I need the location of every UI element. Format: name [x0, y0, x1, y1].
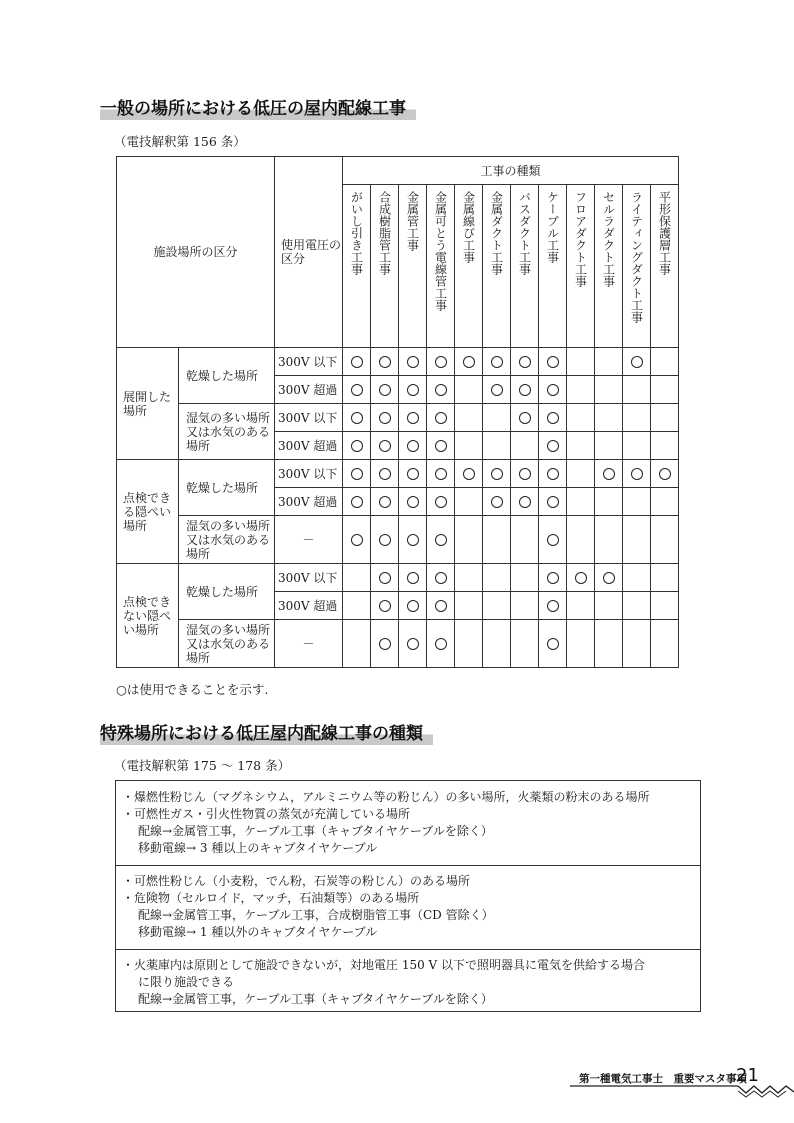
mark-cell: [539, 460, 567, 488]
mark-cell: [595, 432, 623, 460]
column-header: [623, 185, 651, 348]
allowed-mark: [407, 600, 419, 612]
page-number: 21: [736, 1065, 759, 1086]
mark-cell: [343, 348, 371, 376]
mark-cell: [595, 376, 623, 404]
block2-line1: ・可燃性粉じん（小麦粉，でん粉，石炭等の粉じん）のある場所: [122, 874, 471, 888]
allowed-mark: [547, 468, 559, 480]
location-group: 点検できない隠ぺい場所: [117, 564, 179, 668]
voltage-cell: －: [275, 620, 343, 668]
mark-cell: [483, 564, 511, 592]
mark-cell: [455, 404, 483, 432]
mark-cell: [371, 488, 399, 516]
allowed-mark: [491, 496, 503, 508]
column-header: [427, 185, 455, 348]
works-header: 工事の種類: [343, 157, 679, 185]
mark-cell: [371, 592, 399, 620]
column-header-label: バスダクト工事: [517, 191, 532, 275]
allowed-mark: [435, 356, 447, 368]
allowed-mark: [519, 384, 531, 396]
mark-cell: [455, 516, 483, 564]
mark-cell: [483, 516, 511, 564]
column-header: [511, 185, 539, 348]
allowed-mark: [435, 572, 447, 584]
mark-cell: [427, 592, 455, 620]
mark-cell: [623, 348, 651, 376]
allowed-mark: [379, 496, 391, 508]
column-header: [455, 185, 483, 348]
mark-cell: [511, 376, 539, 404]
mark-cell: [567, 488, 595, 516]
allowed-mark: [435, 440, 447, 452]
special-block-2: [116, 873, 700, 941]
mark-cell: [399, 592, 427, 620]
allowed-mark: [379, 440, 391, 452]
mark-cell: [455, 460, 483, 488]
allowed-mark: [519, 468, 531, 480]
mark-cell: [623, 516, 651, 564]
mark-cell: [371, 348, 399, 376]
block-divider: [116, 949, 700, 950]
mark-cell: [371, 620, 399, 668]
section2-title: 特殊場所における低圧屋内配線工事の種類: [100, 723, 433, 745]
mark-cell: [595, 404, 623, 432]
special-block-3: [116, 957, 700, 1008]
allowed-mark: [379, 600, 391, 612]
mark-cell: [623, 432, 651, 460]
allowed-mark: [547, 412, 559, 424]
mark-cell: [399, 516, 427, 564]
allowed-mark: [491, 468, 503, 480]
mark-cell: [511, 592, 539, 620]
mark-cell: [595, 516, 623, 564]
mark-cell: [455, 348, 483, 376]
column-header-label: ライティングダクト工事: [629, 191, 644, 323]
column-header-label: 平形保護層工事: [657, 191, 672, 275]
footer-zigzag-decoration: [570, 1082, 794, 1098]
mark-cell: [483, 620, 511, 668]
mark-cell: [567, 432, 595, 460]
mark-cell: [539, 516, 567, 564]
mark-cell: [651, 432, 679, 460]
mark-cell: [539, 488, 567, 516]
voltage-cell: 300V 以下: [275, 348, 343, 376]
mark-cell: [539, 348, 567, 376]
mark-cell: [343, 620, 371, 668]
mark-cell: [511, 516, 539, 564]
block1-line2: ・可燃性ガス・引火性物質の蒸気が充満している場所: [122, 807, 411, 821]
mark-cell: [651, 592, 679, 620]
mark-cell: [343, 432, 371, 460]
mark-cell: [483, 376, 511, 404]
location-group: 展開した場所: [117, 348, 179, 460]
mark-cell: [511, 488, 539, 516]
mark-cell: [651, 404, 679, 432]
mark-cell: [595, 348, 623, 376]
voltage-cell: 300V 超過: [275, 488, 343, 516]
allowed-mark: [519, 356, 531, 368]
mark-cell: [399, 432, 427, 460]
allowed-mark: [379, 534, 391, 546]
block2-line2: ・危険物（セルロイド，マッチ，石油類等）のある場所: [122, 891, 420, 905]
allowed-mark: [351, 468, 363, 480]
mark-cell: [427, 432, 455, 460]
allowed-mark: [435, 638, 447, 650]
mark-cell: [427, 564, 455, 592]
voltage-cell: 300V 以下: [275, 404, 343, 432]
special-block-1: [116, 789, 700, 857]
mark-cell: [595, 592, 623, 620]
mark-cell: [567, 376, 595, 404]
column-header-label: フロアダクト工事: [573, 191, 588, 287]
mark-cell: [623, 376, 651, 404]
allowed-mark: [407, 572, 419, 584]
mark-cell: [539, 564, 567, 592]
block-divider: [116, 865, 700, 866]
mark-cell: [539, 376, 567, 404]
allowed-mark: [575, 572, 587, 584]
allowed-mark: [435, 468, 447, 480]
column-header: [539, 185, 567, 348]
mark-cell: [623, 460, 651, 488]
mark-cell: [651, 516, 679, 564]
column-header: [399, 185, 427, 348]
section1-caption: （電技解釈第 156 条）: [114, 134, 246, 149]
column-header-label: 金属線ぴ工事: [461, 191, 476, 263]
mark-cell: [427, 620, 455, 668]
mark-cell: [399, 488, 427, 516]
table-note: ○は使用できることを示す.: [116, 682, 269, 697]
allowed-mark: [407, 440, 419, 452]
allowed-mark: [519, 496, 531, 508]
mark-cell: [511, 432, 539, 460]
allowed-mark: [547, 496, 559, 508]
mark-cell: [455, 592, 483, 620]
mark-cell: [595, 564, 623, 592]
allowed-mark: [435, 534, 447, 546]
block1-line1: ・爆燃性粉じん（マグネシウム，アルミニウム等の粉じん）の多い場所，火薬類の粉末のある場所: [122, 790, 650, 804]
allowed-mark: [603, 572, 615, 584]
mark-cell: [427, 516, 455, 564]
column-header: [371, 185, 399, 348]
mark-cell: [427, 460, 455, 488]
allowed-mark: [407, 384, 419, 396]
column-header-label: 金属可とう電線管工事: [433, 191, 448, 311]
mark-cell: [483, 488, 511, 516]
mark-cell: [343, 592, 371, 620]
allowed-mark: [519, 412, 531, 424]
block3-wiring: 配線→金属管工事，ケーブル工事（キャブタイヤケーブルを除く）: [138, 992, 493, 1006]
mark-cell: [567, 460, 595, 488]
table-row: [117, 404, 679, 432]
allowed-mark: [491, 356, 503, 368]
allowed-mark: [547, 534, 559, 546]
mark-cell: [455, 488, 483, 516]
mark-cell: [343, 564, 371, 592]
column-header-label: セルラダクト工事: [601, 191, 616, 287]
allowed-mark: [351, 412, 363, 424]
allowed-mark: [547, 356, 559, 368]
block2-wiring: 配線→金属管工事，ケーブル工事，合成樹脂管工事（CD 管除く）: [138, 908, 494, 922]
allowed-mark: [351, 534, 363, 546]
mark-cell: [371, 564, 399, 592]
allowed-mark: [463, 356, 475, 368]
allowed-mark: [547, 600, 559, 612]
allowed-mark: [659, 468, 671, 480]
mark-cell: [651, 488, 679, 516]
mark-cell: [483, 460, 511, 488]
mark-cell: [651, 376, 679, 404]
mark-cell: [399, 620, 427, 668]
mark-cell: [651, 460, 679, 488]
column-header: [595, 185, 623, 348]
mark-cell: [371, 376, 399, 404]
mark-cell: [455, 620, 483, 668]
works-table: [116, 156, 679, 668]
mark-cell: [623, 592, 651, 620]
condition-cell: 乾燥した場所: [179, 348, 275, 404]
column-header-label: 合成樹脂管工事: [377, 191, 392, 275]
block1-wiring: 配線→金属管工事，ケーブル工事（キャブタイヤケーブルを除く）: [138, 824, 493, 838]
mark-cell: [511, 564, 539, 592]
mark-cell: [455, 432, 483, 460]
mark-cell: [567, 404, 595, 432]
mark-cell: [511, 348, 539, 376]
mark-cell: [567, 620, 595, 668]
voltage-cell: －: [275, 516, 343, 564]
mark-cell: [455, 564, 483, 592]
block1-mobile-cable: 移動電線→ 3 種以上のキャブタイヤケーブル: [138, 841, 378, 855]
mark-cell: [427, 376, 455, 404]
table-row: [117, 564, 679, 592]
allowed-mark: [351, 496, 363, 508]
allowed-mark: [379, 638, 391, 650]
mark-cell: [567, 516, 595, 564]
table-row: [117, 516, 679, 564]
allowed-mark: [351, 440, 363, 452]
allowed-mark: [379, 412, 391, 424]
allowed-mark: [547, 384, 559, 396]
allowed-mark: [379, 572, 391, 584]
condition-cell: 湿気の多い場所又は水気のある場所: [179, 620, 275, 668]
allowed-mark: [351, 356, 363, 368]
footer-title: 第一種電気工事士 重要マスタ事項: [579, 1073, 747, 1085]
allowed-mark: [407, 534, 419, 546]
mark-cell: [567, 564, 595, 592]
mark-cell: [427, 348, 455, 376]
allowed-mark: [631, 468, 643, 480]
mark-cell: [343, 516, 371, 564]
location-header: 施設場所の区分: [117, 157, 275, 348]
mark-cell: [343, 488, 371, 516]
mark-cell: [343, 460, 371, 488]
mark-cell: [651, 348, 679, 376]
mark-cell: [539, 432, 567, 460]
allowed-mark: [435, 496, 447, 508]
condition-cell: 湿気の多い場所又は水気のある場所: [179, 516, 275, 564]
mark-cell: [399, 564, 427, 592]
mark-cell: [371, 516, 399, 564]
mark-cell: [595, 460, 623, 488]
header-row: [117, 157, 679, 185]
allowed-mark: [407, 638, 419, 650]
column-header: [483, 185, 511, 348]
allowed-mark: [435, 600, 447, 612]
allowed-mark: [407, 468, 419, 480]
allowed-mark: [547, 638, 559, 650]
mark-cell: [539, 404, 567, 432]
table-row: [117, 620, 679, 668]
voltage-cell: 300V 超過: [275, 592, 343, 620]
mark-cell: [623, 564, 651, 592]
allowed-mark: [407, 412, 419, 424]
mark-cell: [539, 592, 567, 620]
mark-cell: [651, 564, 679, 592]
mark-cell: [651, 620, 679, 668]
mark-cell: [595, 488, 623, 516]
mark-cell: [371, 460, 399, 488]
mark-cell: [343, 404, 371, 432]
voltage-cell: 300V 超過: [275, 376, 343, 404]
section2-caption: （電技解釈第 175 ～ 178 条）: [114, 758, 291, 773]
mark-cell: [343, 376, 371, 404]
table-row: [117, 460, 679, 488]
mark-cell: [595, 620, 623, 668]
mark-cell: [399, 404, 427, 432]
allowed-mark: [379, 384, 391, 396]
allowed-mark: [351, 384, 363, 396]
block3-line1: ・火薬庫内は原則として施設できないが，対地電圧 150 V 以下で照明器具に電気を供給する場合: [122, 958, 646, 972]
mark-cell: [623, 404, 651, 432]
mark-cell: [623, 488, 651, 516]
column-header-label: 金属管工事: [405, 191, 420, 251]
block3-line2: に限り施設できる: [138, 975, 235, 989]
voltage-cell: 300V 超過: [275, 432, 343, 460]
allowed-mark: [435, 412, 447, 424]
allowed-mark: [379, 356, 391, 368]
special-locations-box: [115, 780, 701, 1012]
mark-cell: [399, 460, 427, 488]
mark-cell: [539, 620, 567, 668]
column-header-label: がいし引き工事: [349, 191, 364, 275]
allowed-mark: [407, 496, 419, 508]
section1-title: 一般の場所における低圧の屋内配線工事: [100, 98, 416, 120]
column-header: [567, 185, 595, 348]
allowed-mark: [407, 356, 419, 368]
voltage-cell: 300V 以下: [275, 564, 343, 592]
allowed-mark: [435, 384, 447, 396]
allowed-mark: [631, 356, 643, 368]
column-header-label: ケーブル工事: [545, 191, 560, 263]
column-header: [343, 185, 371, 348]
allowed-mark: [491, 384, 503, 396]
allowed-mark: [603, 468, 615, 480]
column-header-label: 金属ダクト工事: [489, 191, 504, 275]
mark-cell: [623, 620, 651, 668]
mark-cell: [483, 404, 511, 432]
mark-cell: [511, 460, 539, 488]
mark-cell: [511, 404, 539, 432]
mark-cell: [371, 432, 399, 460]
mark-cell: [567, 348, 595, 376]
mark-cell: [371, 404, 399, 432]
condition-cell: 乾燥した場所: [179, 460, 275, 516]
mark-cell: [483, 592, 511, 620]
mark-cell: [427, 404, 455, 432]
mark-cell: [511, 620, 539, 668]
condition-cell: 湿気の多い場所又は水気のある場所: [179, 404, 275, 460]
block2-mobile-cable: 移動電線→ 1 種以外のキャブタイヤケーブル: [138, 925, 378, 939]
mark-cell: [427, 488, 455, 516]
mark-cell: [399, 376, 427, 404]
allowed-mark: [547, 440, 559, 452]
mark-cell: [567, 592, 595, 620]
voltage-header: 使用電圧の区分: [275, 157, 343, 348]
location-group: 点検できる隠ぺい場所: [117, 460, 179, 564]
mark-cell: [483, 432, 511, 460]
table-row: [117, 348, 679, 376]
mark-cell: [483, 348, 511, 376]
allowed-mark: [379, 468, 391, 480]
allowed-mark: [463, 468, 475, 480]
condition-cell: 乾燥した場所: [179, 564, 275, 620]
voltage-cell: 300V 以下: [275, 460, 343, 488]
allowed-mark: [547, 572, 559, 584]
mark-cell: [399, 348, 427, 376]
mark-cell: [455, 376, 483, 404]
column-header: [651, 185, 679, 348]
